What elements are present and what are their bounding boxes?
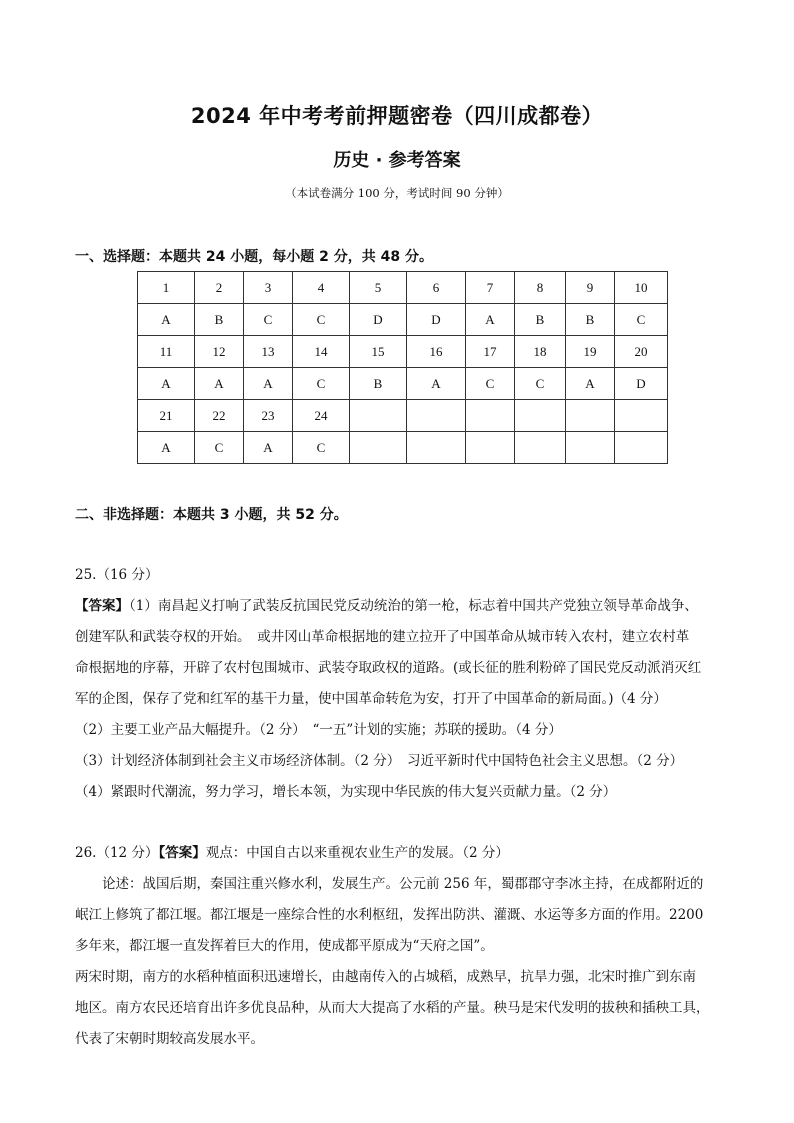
answer-table-cell: [350, 400, 407, 432]
answer-table-cell: 14: [293, 336, 350, 368]
answer-table-cell: A: [566, 368, 615, 400]
answer-table-cell: [466, 400, 515, 432]
answer-table-cell: 12: [195, 336, 244, 368]
answer-table-cell: 4: [293, 272, 350, 304]
answer-table-cell: D: [407, 304, 466, 336]
section2-heading: 二、非选择题：本题共 3 小题，共 52 分。: [75, 507, 348, 523]
answer-table-cell: [566, 400, 615, 432]
answer-table-row: [138, 400, 668, 432]
q25-answer-label: 【答案】: [75, 598, 129, 614]
q26-line2: 岷江上修筑了都江堰。都江堰是一座综合性的水利枢纽，发挥出防洪、灌溉、水运等多方面的作用。2200: [75, 907, 704, 923]
answer-table-cell: 11: [138, 336, 195, 368]
q25-p3: （3）计划经济体制到社会主义市场经济体制。（2 分） 习近平新时代中国特色社会主义思想。（2 分）: [75, 753, 684, 769]
answer-table-cell: [566, 432, 615, 464]
answer-table-cell: [515, 432, 566, 464]
answer-table-cell: 6: [407, 272, 466, 304]
answer-table-cell: 13: [244, 336, 293, 368]
answer-table-cell: 23: [244, 400, 293, 432]
answer-table-cell: A: [244, 432, 293, 464]
answer-table-cell: B: [566, 304, 615, 336]
q25-p4: （4）紧跟时代潮流，努力学习，增长本领，为实现中华民族的伟大复兴贡献力量。（2 分）: [75, 784, 617, 800]
q26-line4: 两宋时期，南方的水稻种植面积迅速增长，由越南传入的占城稻，成熟早，抗旱力强，北宋时推广到东南: [75, 969, 696, 985]
q25-header: 25.（16 分）: [75, 567, 159, 583]
answer-table-cell: A: [466, 304, 515, 336]
answer-table-cell: 20: [615, 336, 668, 368]
answer-table-cell: A: [138, 304, 195, 336]
q26-line5: 地区。南方农民还培育出许多优良品种，从而大大提高了水稻的产量。秧马是宋代发明的拔秧和插秧工具，: [75, 1000, 710, 1016]
q26-line3: 多年来，都江堰一直发挥着巨大的作用，使成都平原成为“天府之国”。: [75, 938, 494, 954]
answer-table-cell: [350, 432, 407, 464]
q25-p1-line3: 命根据地的序幕，开辟了农村包围城市、武装夺取政权的道路。(或长征的胜利粉碎了国民党反动派消灭红: [75, 660, 702, 676]
answer-table-cell: [407, 432, 466, 464]
answer-table-row: [138, 432, 668, 464]
exam-note: （本试卷满分 100 分，考试时间 90 分钟）: [285, 186, 509, 200]
answer-table-cell: A: [138, 432, 195, 464]
answer-table-cell: C: [293, 304, 350, 336]
page-title: 2024 年中考考前押题密卷（四川成都卷）: [190, 104, 604, 128]
answer-table-cell: 10: [615, 272, 668, 304]
answer-table-cell: 7: [466, 272, 515, 304]
answer-table-cell: A: [407, 368, 466, 400]
answer-table-cell: 24: [293, 400, 350, 432]
answer-table-row: [138, 368, 668, 400]
answer-table-cell: 16: [407, 336, 466, 368]
q25-p1-text: （1）南昌起义打响了武装反抗国民党反动统治的第一枪，标志着中国共产党独立领导革命战争、: [129, 598, 698, 614]
answer-table-cell: 1: [138, 272, 195, 304]
answer-table-cell: C: [244, 304, 293, 336]
q26-line6: 代表了宋朝时期较高发展水平。: [75, 1031, 264, 1047]
section1-heading: 一、选择题：本题共 24 小题，每小题 2 分，共 48 分。: [75, 249, 433, 265]
q25-p1-line1: [75, 591, 720, 622]
answer-table-cell: [407, 400, 466, 432]
answer-table-cell: B: [515, 304, 566, 336]
answer-table-row: [138, 336, 668, 368]
answer-table-cell: A: [138, 368, 195, 400]
answer-table-cell: 22: [195, 400, 244, 432]
q26-line1: 论述：战国后期，秦国注重兴修水利，发展生产。公元前 256 年，蜀郡郡守李冰主持，在成都附近的: [75, 876, 704, 892]
answer-table-cell: D: [350, 304, 407, 336]
answer-table-cell: 19: [566, 336, 615, 368]
answer-table-cell: 3: [244, 272, 293, 304]
answer-table-cell: B: [350, 368, 407, 400]
answer-table-row: [138, 272, 668, 304]
q26-viewpoint: 观点：中国自古以来重视农业生产的发展。（2 分）: [205, 845, 509, 861]
q25-p2: （2）主要工业产品大幅提升。（2 分） “一五”计划的实施；苏联的援助。（4 分）: [75, 722, 562, 738]
q25-p1-line2: 创建军队和武装夺权的开始。 或井冈山革命根据地的建立拉开了中国革命从城市转入农村，建立农村革: [75, 629, 690, 645]
answer-table-cell: C: [293, 368, 350, 400]
answer-table-cell: 2: [195, 272, 244, 304]
page-subtitle: 历史 · 参考答案: [333, 150, 461, 171]
answer-table-cell: C: [293, 432, 350, 464]
answer-table-cell: A: [195, 368, 244, 400]
answer-table-cell: [515, 400, 566, 432]
answer-table-cell: B: [195, 304, 244, 336]
q26-answer-label: 【答案】: [158, 845, 206, 861]
answer-table-cell: C: [195, 432, 244, 464]
answer-table-cell: 21: [138, 400, 195, 432]
answer-table-cell: [615, 432, 668, 464]
answer-table-row: [138, 304, 668, 336]
answer-table-cell: 15: [350, 336, 407, 368]
answer-table-cell: A: [244, 368, 293, 400]
answer-table-cell: D: [615, 368, 668, 400]
answer-table-cell: 18: [515, 336, 566, 368]
answer-table-cell: 8: [515, 272, 566, 304]
q26-header-line: [75, 838, 720, 869]
answer-table-cell: 17: [466, 336, 515, 368]
answer-table-cell: 5: [350, 272, 407, 304]
q25-p1-line4: 军的企图，保存了党和红军的基干力量，使中国革命转危为安，打开了中国革命的新局面。)（4 分）: [75, 691, 667, 707]
answer-table-cell: [615, 400, 668, 432]
answer-table-cell: 9: [566, 272, 615, 304]
answer-table: [137, 271, 668, 464]
answer-table-cell: C: [515, 368, 566, 400]
answer-table-cell: C: [466, 368, 515, 400]
q26-header: 26.（12 分）: [75, 845, 159, 861]
answer-table-cell: [466, 432, 515, 464]
answer-table-cell: C: [615, 304, 668, 336]
